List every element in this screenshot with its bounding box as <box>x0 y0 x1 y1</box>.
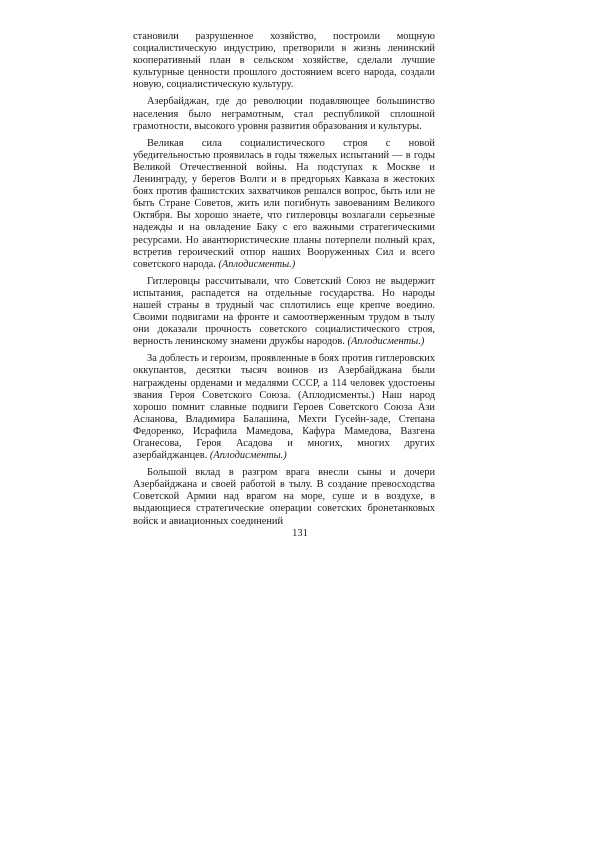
paragraph-3-applause: (Аплодисменты.) <box>218 258 296 270</box>
paragraph-4-text: Гитлеровцы рассчитывали, что Советский Союз не выдержит испытания, распадется на отдельные государства. Но народы нашей страны в трудный час сплотились еще крепче воедино. Своими подвигами на фронте и самоотверженным трудом в тылу они доказали прочность советского социалистического строя, верность ленинскому знамени дружбы народов. <box>133 275 435 348</box>
paragraph-3 <box>133 138 435 271</box>
paragraph-1-text: становили разрушенное хозяйство, построили мощную социалистическую индустрию, претворили в жизнь ленинский кооперативный план в сельском хозяйстве, сделали лучшие культурные ценности прошлого достоянием всего народа, создали новую, социалистическую культуру. <box>133 31 435 91</box>
paragraph-4 <box>133 276 435 349</box>
paragraph-4-applause: (Аплодисменты.) <box>347 336 425 348</box>
page-number: 131 <box>292 528 308 539</box>
paragraph-5-applause: (Аплодисменты.) <box>209 450 287 462</box>
paragraph-6-text: Большой вклад в разгром врага внесли сыны и дочери Азербайджана и своей работой в тылу. В создание превосходства Советской Армии над врагом на море, суше и в воздухе, в выдающиеся стратегические операции советских бронетанковых войск и авиационных соединений <box>133 467 435 527</box>
paragraph-2-text: Азербайджан, где до революции подавляющее большинство населения было неграмотным, стал республикой сплошной грамотности, высокого уровня развития образования и культуры. <box>133 96 435 132</box>
paragraph-5-text: За доблесть и героизм, проявленные в боях против гитлеровских оккупантов, десятки тысяч воинов из Азербайджана были награждены орденами и медалями СССР, а 114 человек удостоены звания Героя Советского Союза. (Аплодисменты.) Наш народ хорошо помнит славные подвиги Героев Советского Союза Ази Асланова, Владимира Балашина, Мехти Гусейн-заде, Степана Федоренко, Исрафила Мамедова, Кафура Мамедова, Вазгена Оганесова, Героя Асадова и многих, многих других азербайджанцев. <box>133 353 435 462</box>
paragraph-5 <box>133 353 435 462</box>
page-text-column <box>133 31 435 533</box>
paragraph-6 <box>133 467 435 527</box>
paragraph-3-text: Великая сила социалистического строя с новой убедительностью проявилась в годы тяжелых испытаний — в годы Великой Отечественной войны. На подступах к Москве и Ленинграду, у берегов Волги и в предгорьях Кавказа в жестоких боях против фашистских захватчиков решался вопрос, быть или не быть Стране Советов, жить или погибнуть завоеваниям Великого Октября. Вы хорошо знаете, что гитлеровцы возлагали серьезные надежды и на овладение Баку с его важными стратегическими ресурсами. Но авантюристические планы потерпели полный крах, встретив героический отпор наших Вооруженных Сил и всего советского народа. <box>133 137 435 270</box>
paragraph-1 <box>133 31 435 91</box>
paragraph-2 <box>133 96 435 132</box>
